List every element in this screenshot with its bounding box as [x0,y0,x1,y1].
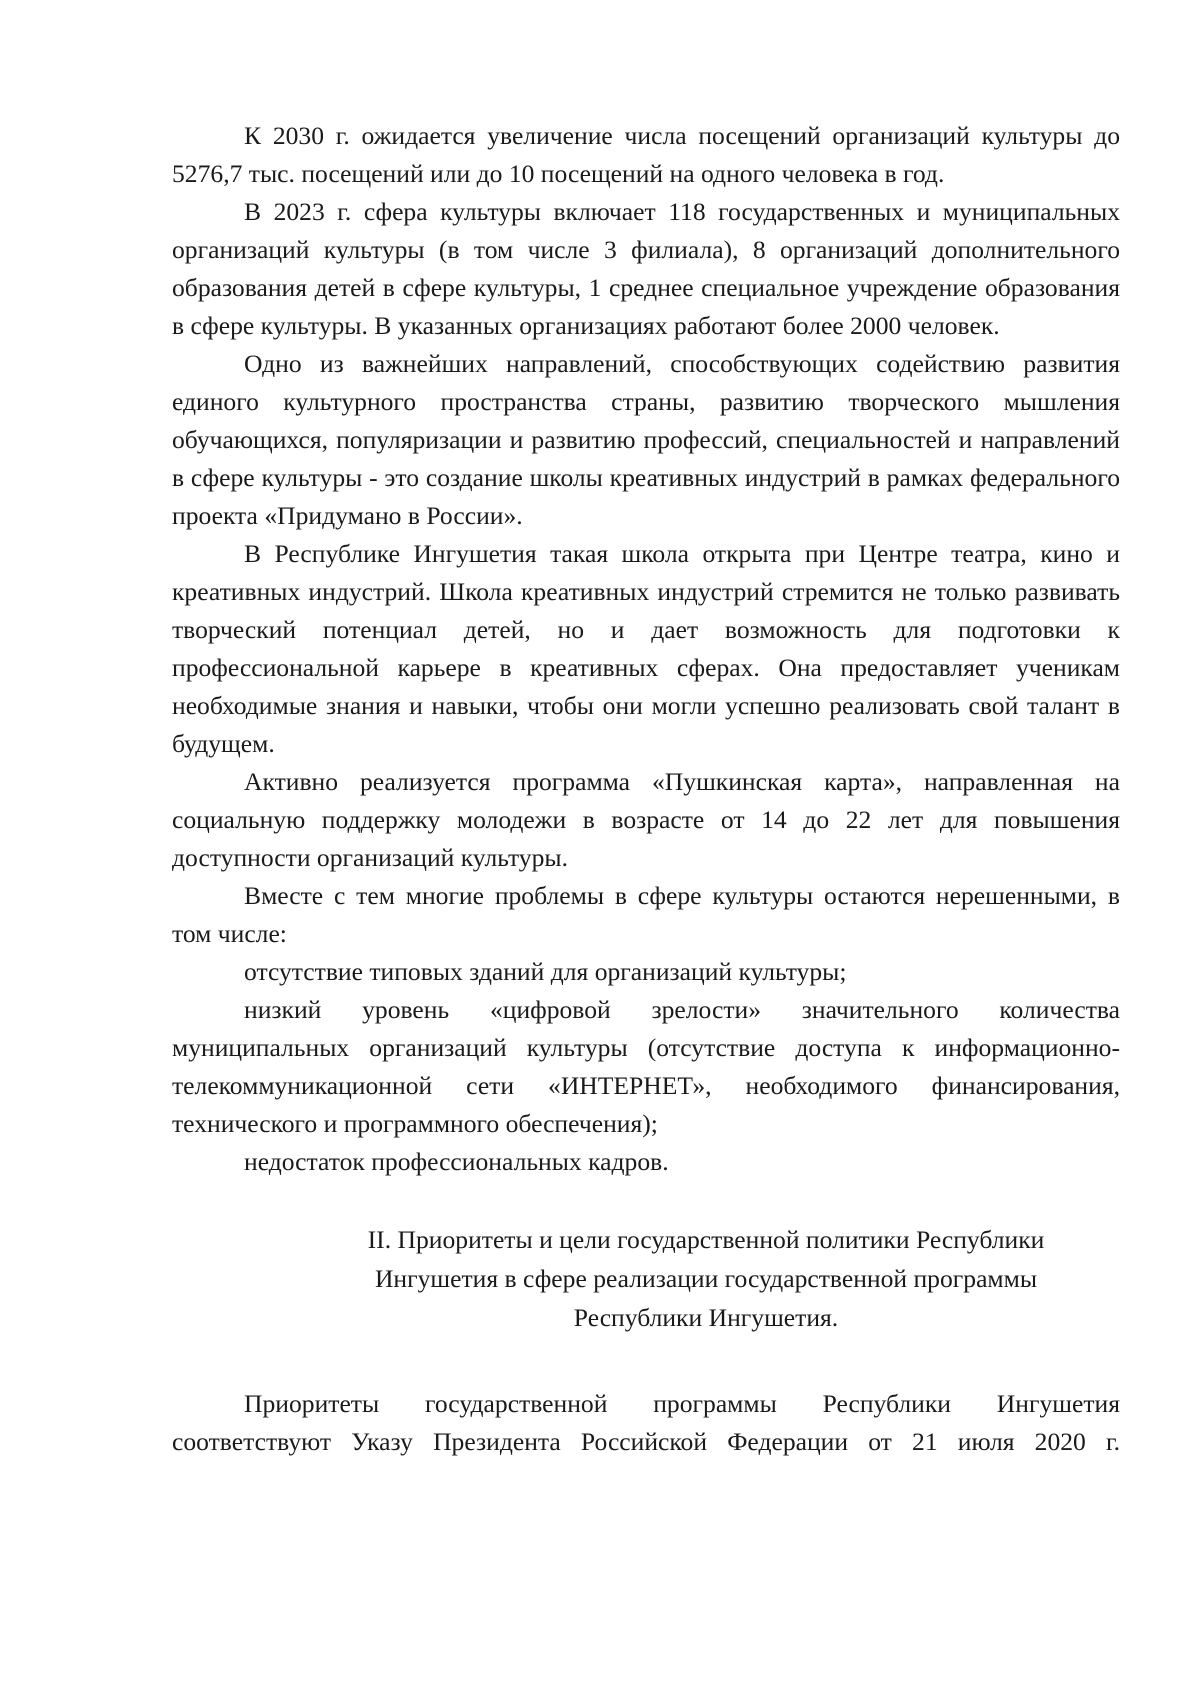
paragraph-pushkin-card: Активно реализуется программа «Пушкинская карта», направленная на социальную поддержку молодежи в возрасте от 14 до 22 лет для повышения доступности организаций культуры. [172,767,1120,872]
paragraph-creative-industries-school: Одно из важнейших направлений, способствующих содействию развития единого культурного пространства страны, развитию творческого мышления обучающихся, популяризации и развитию профессий, специальностей и направлений в сфере культуры - это создание школы креативных индустрий в рамках федерального проекта «Придумано в России». [172,349,1120,530]
section-heading-line: II. Приоритеты и цели государственной политики Республики [367,1225,1045,1254]
section-heading [172,1220,1120,1337]
list-item-staff-shortage: недостаток профессиональных кадров. [244,1147,669,1176]
list-item-buildings: отсутствие типовых зданий для организаций культуры; [244,957,847,986]
document-page [172,117,1120,1461]
section-heading-line: Ингушетия в сфере реализации государственной программы [374,1264,1038,1293]
list-item-digital-maturity: низкий уровень «цифровой зрелости» значительного количества муниципальных организаций культуры (отсутствие доступа к информационно-телекоммуникационной сети «ИНТЕРНЕТ», необходимого финансирования, технического и программного обеспечения); [172,995,1120,1138]
paragraph-problems-intro: Вместе с тем многие проблемы в сфере культуры остаются нерешенными, в том числе: [172,881,1120,948]
paragraph-priorities: Приоритеты государственной программы Республики Ингушетия соответствуют Указу Президента Российской Федерации от 21 июля 2020 г. [172,1389,1120,1456]
paragraph-ingushetia-school: В Республике Ингушетия такая школа открыта при Центре театра, кино и креативных индустрий. Школа креативных индустрий стремится не только развивать творческий потенциал детей, но и дает возможность для подготовки к профессиональной карьере в креативных сферах. Она предоставляет ученикам необходимые знания и навыки, чтобы они могли успешно реализовать свой талант в будущем. [172,539,1120,758]
paragraph-culture-organizations: В 2023 г. сфера культуры включает 118 государственных и муниципальных организаций культуры (в том числе 3 филиала), 8 организаций дополнительного образования детей в сфере культуры, 1 среднее специальное учреждение образования в сфере культуры. В указанных организациях работают более 2000 человек. [172,197,1120,340]
paragraph-visits-forecast: К 2030 г. ожидается увеличение числа посещений организаций культуры до 5276,7 тыс. посещений или до 10 посещений на одного человека в год. [172,121,1120,188]
section-heading-line: Республики Ингушетия. [573,1303,839,1332]
